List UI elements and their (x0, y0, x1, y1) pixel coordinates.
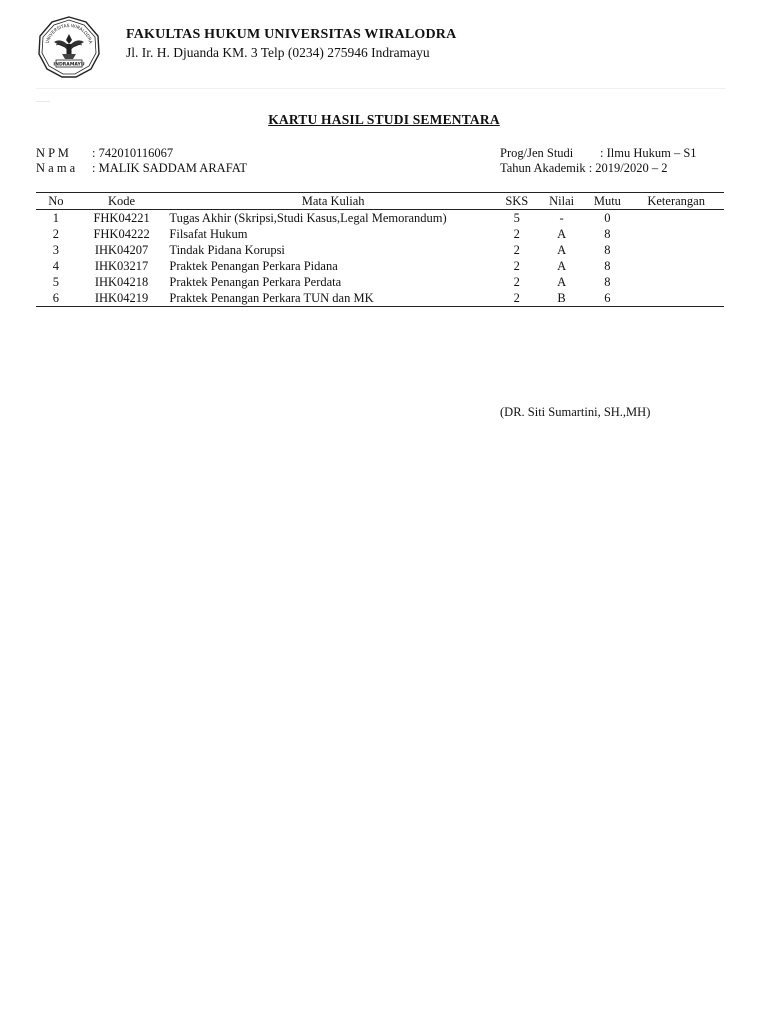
cell-keterangan (628, 258, 724, 274)
cell-nilai: A (557, 259, 567, 273)
signatory-name: (DR. Siti Sumartini, SH.,MH) (500, 405, 651, 419)
cell-kode: IHK04207 (94, 243, 149, 257)
cell-sks: 2 (513, 259, 520, 273)
cell-sks: 2 (513, 275, 520, 289)
cell-nilai: B (537, 290, 587, 307)
table-header-row (36, 193, 724, 210)
seal-text-bottom: INDRAMAYU (53, 62, 85, 68)
cell-sks: 2 (497, 290, 537, 307)
cell-no: 2 (52, 227, 59, 241)
cell-mata-kuliah: Filsafat Hukum (169, 227, 248, 241)
cell-mata-kuliah: Praktek Penangan Perkara Perdata (169, 275, 342, 289)
cell-no: 5 (52, 275, 59, 289)
table-row (36, 226, 724, 242)
cell-sks: 2 (513, 243, 520, 257)
cell-mutu: 0 (604, 211, 611, 225)
cell-mata-kuliah: Praktek Penangan Perkara TUN dan MK (167, 290, 497, 307)
university-address: Jl. Ir. H. Djuanda KM. 3 Telp (0234) 275946 Indramayu (126, 45, 430, 60)
npm-row (36, 146, 173, 161)
cell-mutu: 8 (604, 243, 611, 257)
grades-table (36, 192, 724, 307)
academic-year-label: Tahun Akademik (500, 161, 586, 175)
cell-no: 3 (52, 243, 59, 257)
cell-sks: 2 (513, 227, 520, 241)
header-no: No (36, 193, 76, 210)
header-nilai: Nilai (537, 193, 587, 210)
header-kode: Kode (76, 193, 168, 210)
cell-mutu: 8 (604, 227, 611, 241)
cell-no: 6 (36, 290, 76, 307)
table-row (36, 210, 724, 227)
cell-nilai: - (559, 211, 564, 225)
seal-text-top: UNIVERSITAS WIRALODRA (45, 23, 93, 45)
faint-divider-mark (36, 101, 50, 102)
cell-kode: IHK04219 (76, 290, 168, 307)
cell-nilai: A (557, 227, 567, 241)
name-label: N a m a (36, 161, 76, 175)
npm-label: N P M (36, 146, 69, 160)
cell-sks: 5 (513, 211, 520, 225)
header-divider (36, 88, 726, 89)
cell-no: 1 (52, 211, 59, 225)
cell-keterangan (628, 290, 724, 307)
header-keterangan: Keterangan (628, 193, 724, 210)
header-mata-kuliah: Mata Kuliah (167, 193, 497, 210)
document-title: KARTU HASIL STUDI SEMENTARA (268, 112, 500, 127)
academic-year-row (500, 161, 668, 176)
header-sks: SKS (497, 193, 537, 210)
program-label: Prog/Jen Studi (500, 146, 574, 160)
university-name: FAKULTAS HUKUM UNIVERSITAS WIRALODRA (126, 27, 457, 42)
cell-nilai: A (557, 275, 567, 289)
cell-kode: IHK03217 (94, 259, 149, 273)
cell-nilai: A (557, 243, 567, 257)
table-row (36, 274, 724, 290)
cell-no: 4 (52, 259, 59, 273)
cell-mutu: 8 (604, 275, 611, 289)
university-seal-logo (36, 16, 102, 78)
cell-mata-kuliah: Tugas Akhir (Skripsi,Studi Kasus,Legal Memorandum) (169, 211, 447, 225)
cell-keterangan (628, 274, 724, 290)
cell-kode: FHK04222 (93, 227, 150, 241)
npm-value: : 742010116067 (92, 146, 174, 160)
cell-keterangan (628, 242, 724, 258)
table-row (36, 290, 724, 307)
header-mutu: Mutu (586, 193, 628, 210)
cell-keterangan (628, 226, 724, 242)
name-row (36, 161, 247, 176)
cell-kode: IHK04218 (94, 275, 149, 289)
table-row (36, 242, 724, 258)
cell-keterangan (628, 210, 724, 227)
cell-mutu: 6 (586, 290, 628, 307)
cell-mata-kuliah: Praktek Penangan Perkara Pidana (169, 259, 338, 273)
program-row (500, 146, 697, 161)
name-value: : MALIK SADDAM ARAFAT (92, 161, 247, 175)
academic-year-value: : 2019/2020 – 2 (588, 161, 668, 175)
table-row (36, 258, 724, 274)
cell-mutu: 8 (604, 259, 611, 273)
program-value: : Ilmu Hukum – S1 (600, 146, 697, 160)
cell-mata-kuliah: Tindak Pidana Korupsi (169, 243, 285, 257)
cell-kode: FHK04221 (93, 211, 150, 225)
